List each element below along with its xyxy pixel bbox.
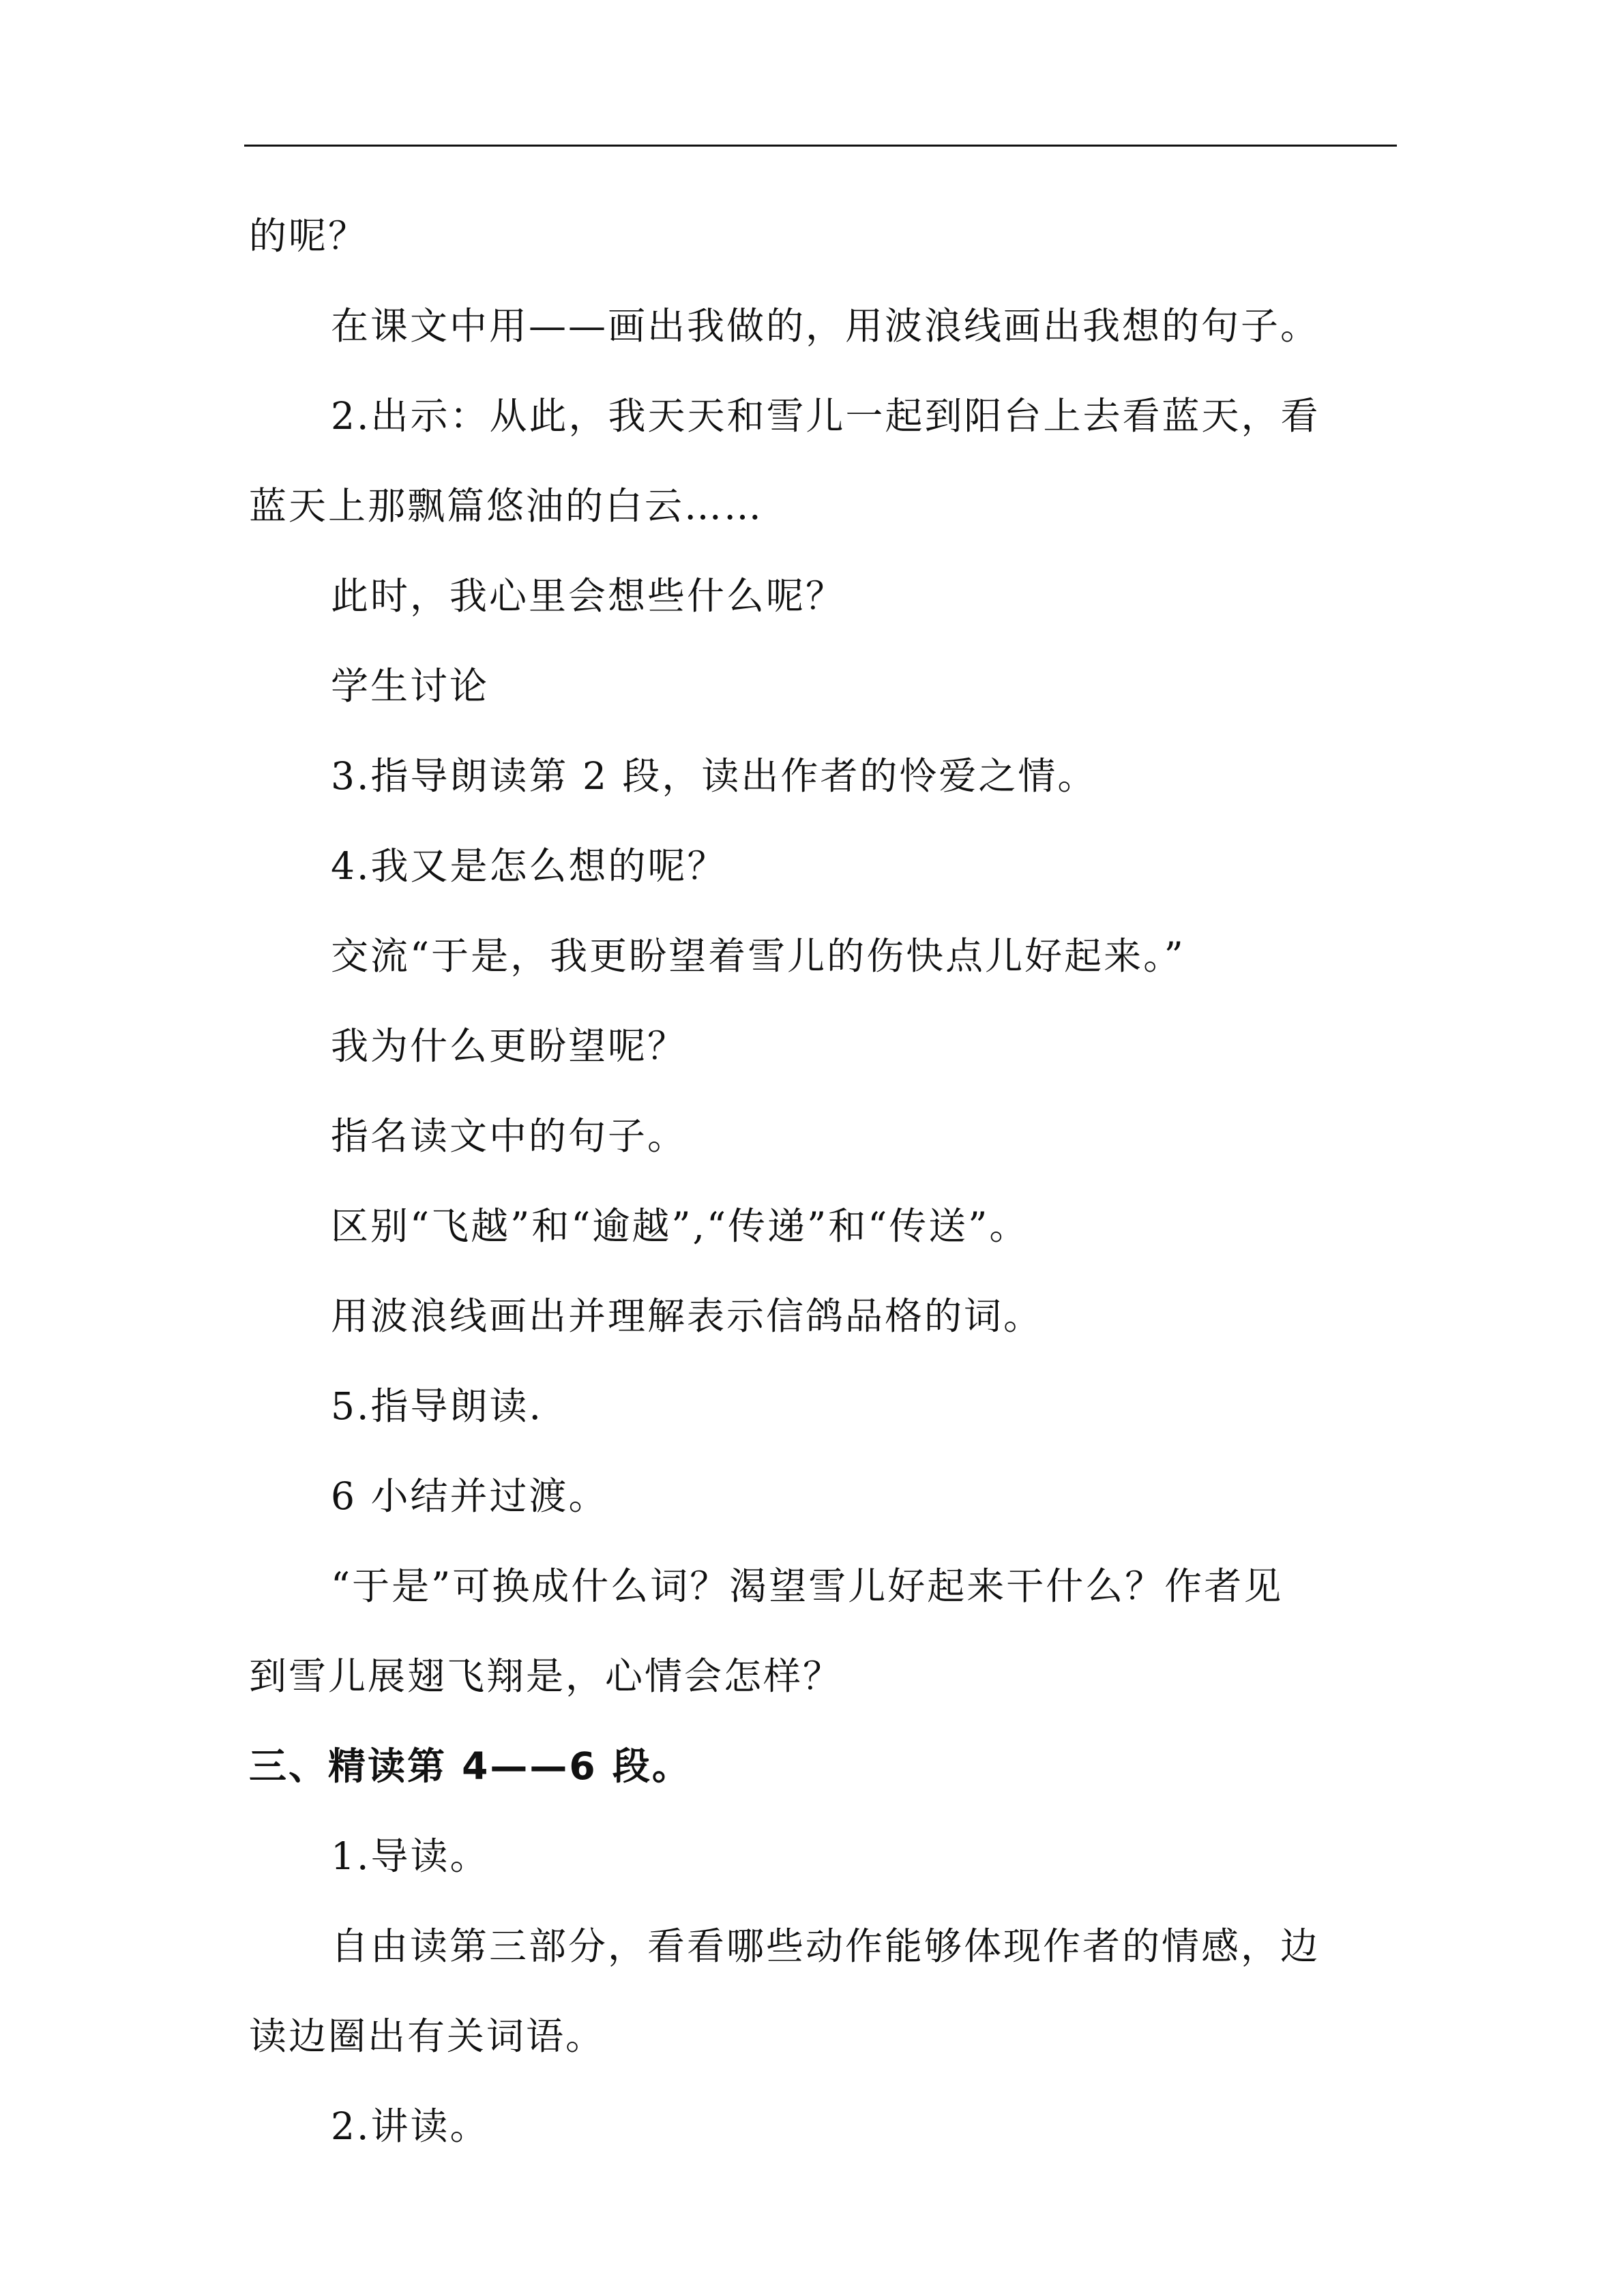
paragraph-line: 用波浪线画出并理解表示信鸽品格的词。 [331, 1294, 1044, 1338]
paragraph-line: 2.讲读。 [331, 2104, 490, 2148]
paragraph-line: 读边圈出有关词语。 [249, 2014, 606, 2058]
paragraph-line: 蓝天上那飘篇悠油的白云…… [249, 484, 764, 528]
paragraph-line: 1.导读。 [331, 1834, 490, 1878]
paragraph-line: 指名读文中的句子。 [331, 1114, 688, 1158]
paragraph-line: 学生讨论 [331, 664, 490, 708]
paragraph-line: 2.出示：从此，我天天和雪儿一起到阳台上去看蓝天，看 [331, 394, 1320, 438]
paragraph-line: 的呢？ [249, 214, 368, 258]
paragraph-line: 区别“飞越”和“逾越”,“传递”和“传送”。 [331, 1204, 1029, 1248]
header-rule [244, 145, 1397, 147]
paragraph-line: 6 小结并过渡。 [331, 1474, 608, 1518]
section-heading: 三、精读第 4——6 段。 [249, 1744, 692, 1788]
paragraph-line: 4.我又是怎么想的呢？ [331, 844, 727, 888]
paragraph-line: 5.指导朗读. [331, 1384, 543, 1428]
paragraph-line: 到雪儿展翅飞翔是，心情会怎样？ [249, 1654, 843, 1698]
paragraph-line: 自由读第三部分，看看哪些动作能够体现作者的情感，边 [331, 1924, 1320, 1968]
document-body [249, 191, 1374, 2171]
paragraph-line: 此时，我心里会想些什么呢？ [331, 574, 846, 618]
paragraph-line: 交流“于是，我更盼望着雪儿的伤快点儿好起来。” [331, 934, 1185, 978]
paragraph-line: “于是”可换成什么词？渴望雪儿好起来干什么？作者见 [331, 1564, 1284, 1608]
paragraph-line: 我为什么更盼望呢？ [331, 1024, 688, 1068]
paragraph-line: 在课文中用——画出我做的，用波浪线画出我想的句子。 [331, 304, 1320, 348]
paragraph-line: 3.指导朗读第 2 段，读出作者的怜爱之情。 [331, 754, 1097, 798]
